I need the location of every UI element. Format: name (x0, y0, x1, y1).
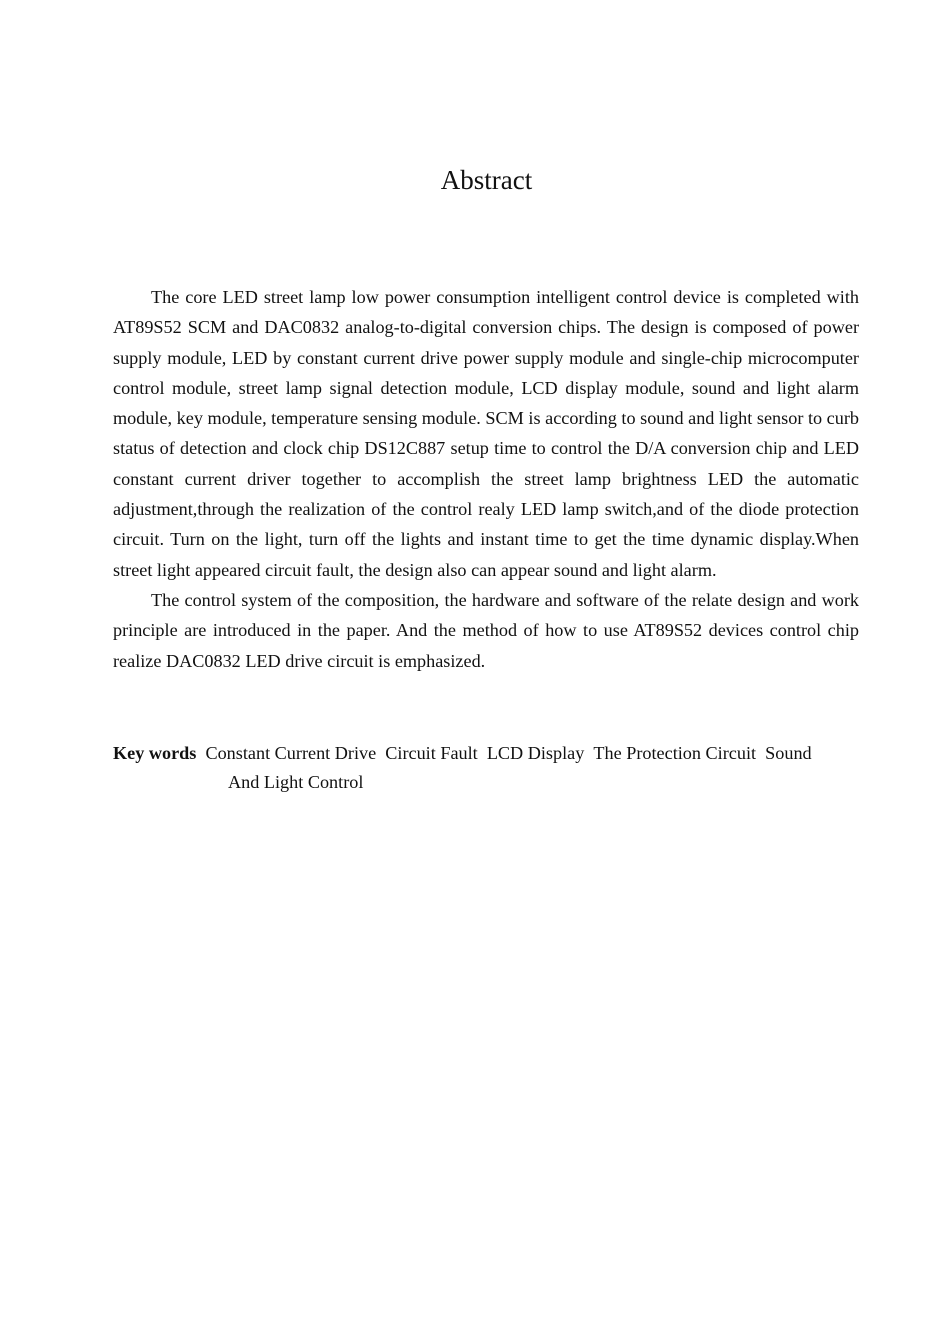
keywords-list: Constant Current Drive Circuit Fault LCD Display The Protection Circuit Sound (205, 743, 812, 763)
keywords-label: Key words (113, 743, 197, 763)
abstract-paragraph-1: The core LED street lamp low power consumption intelligent control device is completed with AT89S52 SCM and DAC0832 analog-to-digital conversion chips. The design is composed of power supply module, LED by constant current drive power supply module and single-chip microcomputer control module, street lamp signal detection module, LCD display module, sound and light alarm module, key module, temperature sensing module. SCM is according to sound and light sensor to curb status of detection and clock chip DS12C887 setup time to control the D/A conversion chip and LED constant current driver together to accomplish the street lamp brightness LED the automatic adjustment,through the realization of the control realy LED lamp switch,and of the diode protection circuit. Turn on the light, turn off the lights and instant time to get the time dynamic display.When street light appeared circuit fault, the design also can appear sound and light alarm. (113, 287, 859, 580)
abstract-title: Abstract (440, 165, 533, 195)
abstract-paragraph-2: The control system of the composition, the hardware and software of the relate design and work principle are introduced in the paper. And the method of how to use AT89S52 devices control chip realize DAC0832 LED drive circuit is emphasized. (113, 589, 859, 671)
keywords-section (113, 739, 859, 797)
keywords-list-continued: And Light Control (228, 772, 364, 792)
abstract-body (113, 282, 859, 676)
